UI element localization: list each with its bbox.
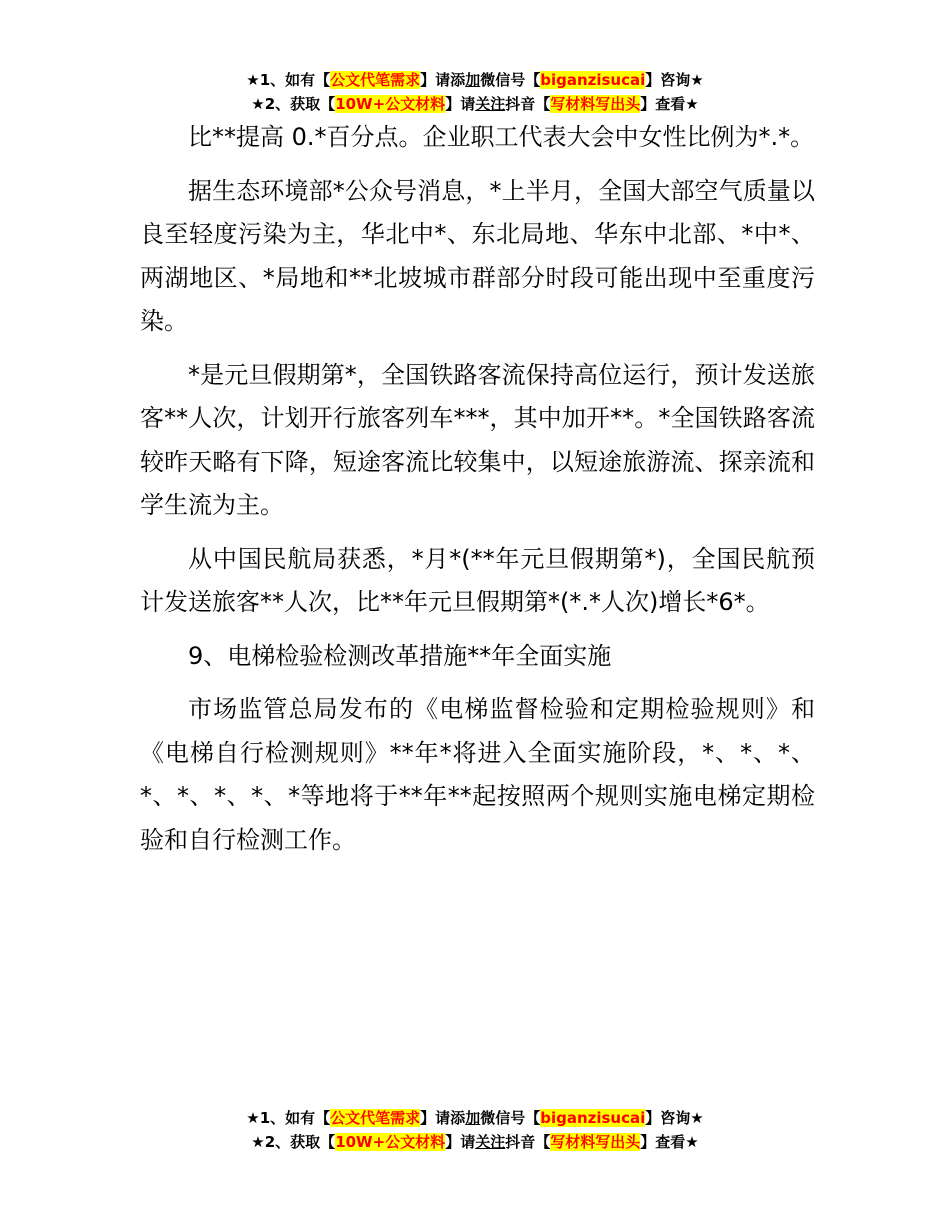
promo-underline: 加	[465, 1109, 481, 1127]
promo-text: 抖音【	[505, 1133, 551, 1151]
promo-text: 抖音【	[505, 95, 551, 113]
promo-text: 】查看★	[640, 1133, 699, 1151]
promo-underline: 关注	[475, 95, 506, 113]
paragraph: 据生态环境部*公众号消息，*上半月，全国大部空气质量以良至轻度污染为主，华北中*、东北局地、华东中北部、*中*、两湖地区、*局地和**北坡城市群部分时段可能出现中至重度污染。	[140, 176, 815, 335]
promo-highlight: biganzisucai	[540, 71, 646, 89]
promo-highlight: 公文代笔需求	[330, 1109, 421, 1127]
paragraph: 比**提高 0.*百分点。企业职工代表大会中女性比例为*.*。	[188, 123, 815, 151]
promo-text: 】咨询★	[645, 71, 704, 89]
paragraph: 从中国民航局获悉，*月*(**年元旦假期第*)，全国民航预计发送旅客**人次，比**年元旦假期第*(*.*人次)增长*6*。	[140, 544, 815, 616]
section-heading: 9、电梯检验检测改革措施**年全面实施	[188, 641, 612, 670]
promo-text: 微信号【	[480, 71, 541, 89]
footer-promo-line-2	[0, 1130, 950, 1154]
promo-underline: 关注	[475, 1133, 506, 1151]
footer-promo-banner	[0, 1106, 950, 1154]
header-promo-banner	[0, 68, 950, 116]
promo-text: 】查看★	[640, 95, 699, 113]
promo-highlight: biganzisucai	[540, 1109, 646, 1127]
promo-text: 】请添	[420, 71, 466, 89]
promo-text: 】请	[445, 1133, 476, 1151]
promo-highlight: 公文代笔需求	[330, 71, 421, 89]
paragraph: *是元旦假期第*，全国铁路客流保持高位运行，预计发送旅客**人次，计划开行旅客列车***，其中加开**。*全国铁路客流较昨天略有下降，短途客流比较集中，以短途旅游流、探亲流和学生流为主。	[140, 360, 815, 519]
promo-highlight: 写材料写出头	[550, 1133, 641, 1151]
header-promo-line-2	[0, 92, 950, 116]
document-body	[140, 116, 815, 872]
promo-underline: 加	[465, 71, 481, 89]
header-promo-line-1	[0, 68, 950, 92]
promo-highlight: 10W+公文材料	[335, 1133, 446, 1151]
promo-text: 】请	[445, 95, 476, 113]
promo-highlight: 10W+公文材料	[335, 95, 446, 113]
promo-text: 】咨询★	[645, 1109, 704, 1127]
promo-highlight: 写材料写出头	[550, 95, 641, 113]
promo-text: ★2、获取【	[251, 95, 336, 113]
promo-text: ★1、如有【	[246, 71, 331, 89]
promo-text: ★2、获取【	[251, 1133, 336, 1151]
promo-text: 微信号【	[480, 1109, 541, 1127]
promo-text: ★1、如有【	[246, 1109, 331, 1127]
footer-promo-line-1	[0, 1106, 950, 1130]
promo-text: 】请添	[420, 1109, 466, 1127]
paragraph: 市场监管总局发布的《电梯监督检验和定期检验规则》和《电梯自行检测规则》**年*将进入全面实施阶段，*、*、*、*、*、*、*、*等地将于**年**起按照两个规则实施电梯定期检验和自行检测工作。	[140, 695, 815, 854]
